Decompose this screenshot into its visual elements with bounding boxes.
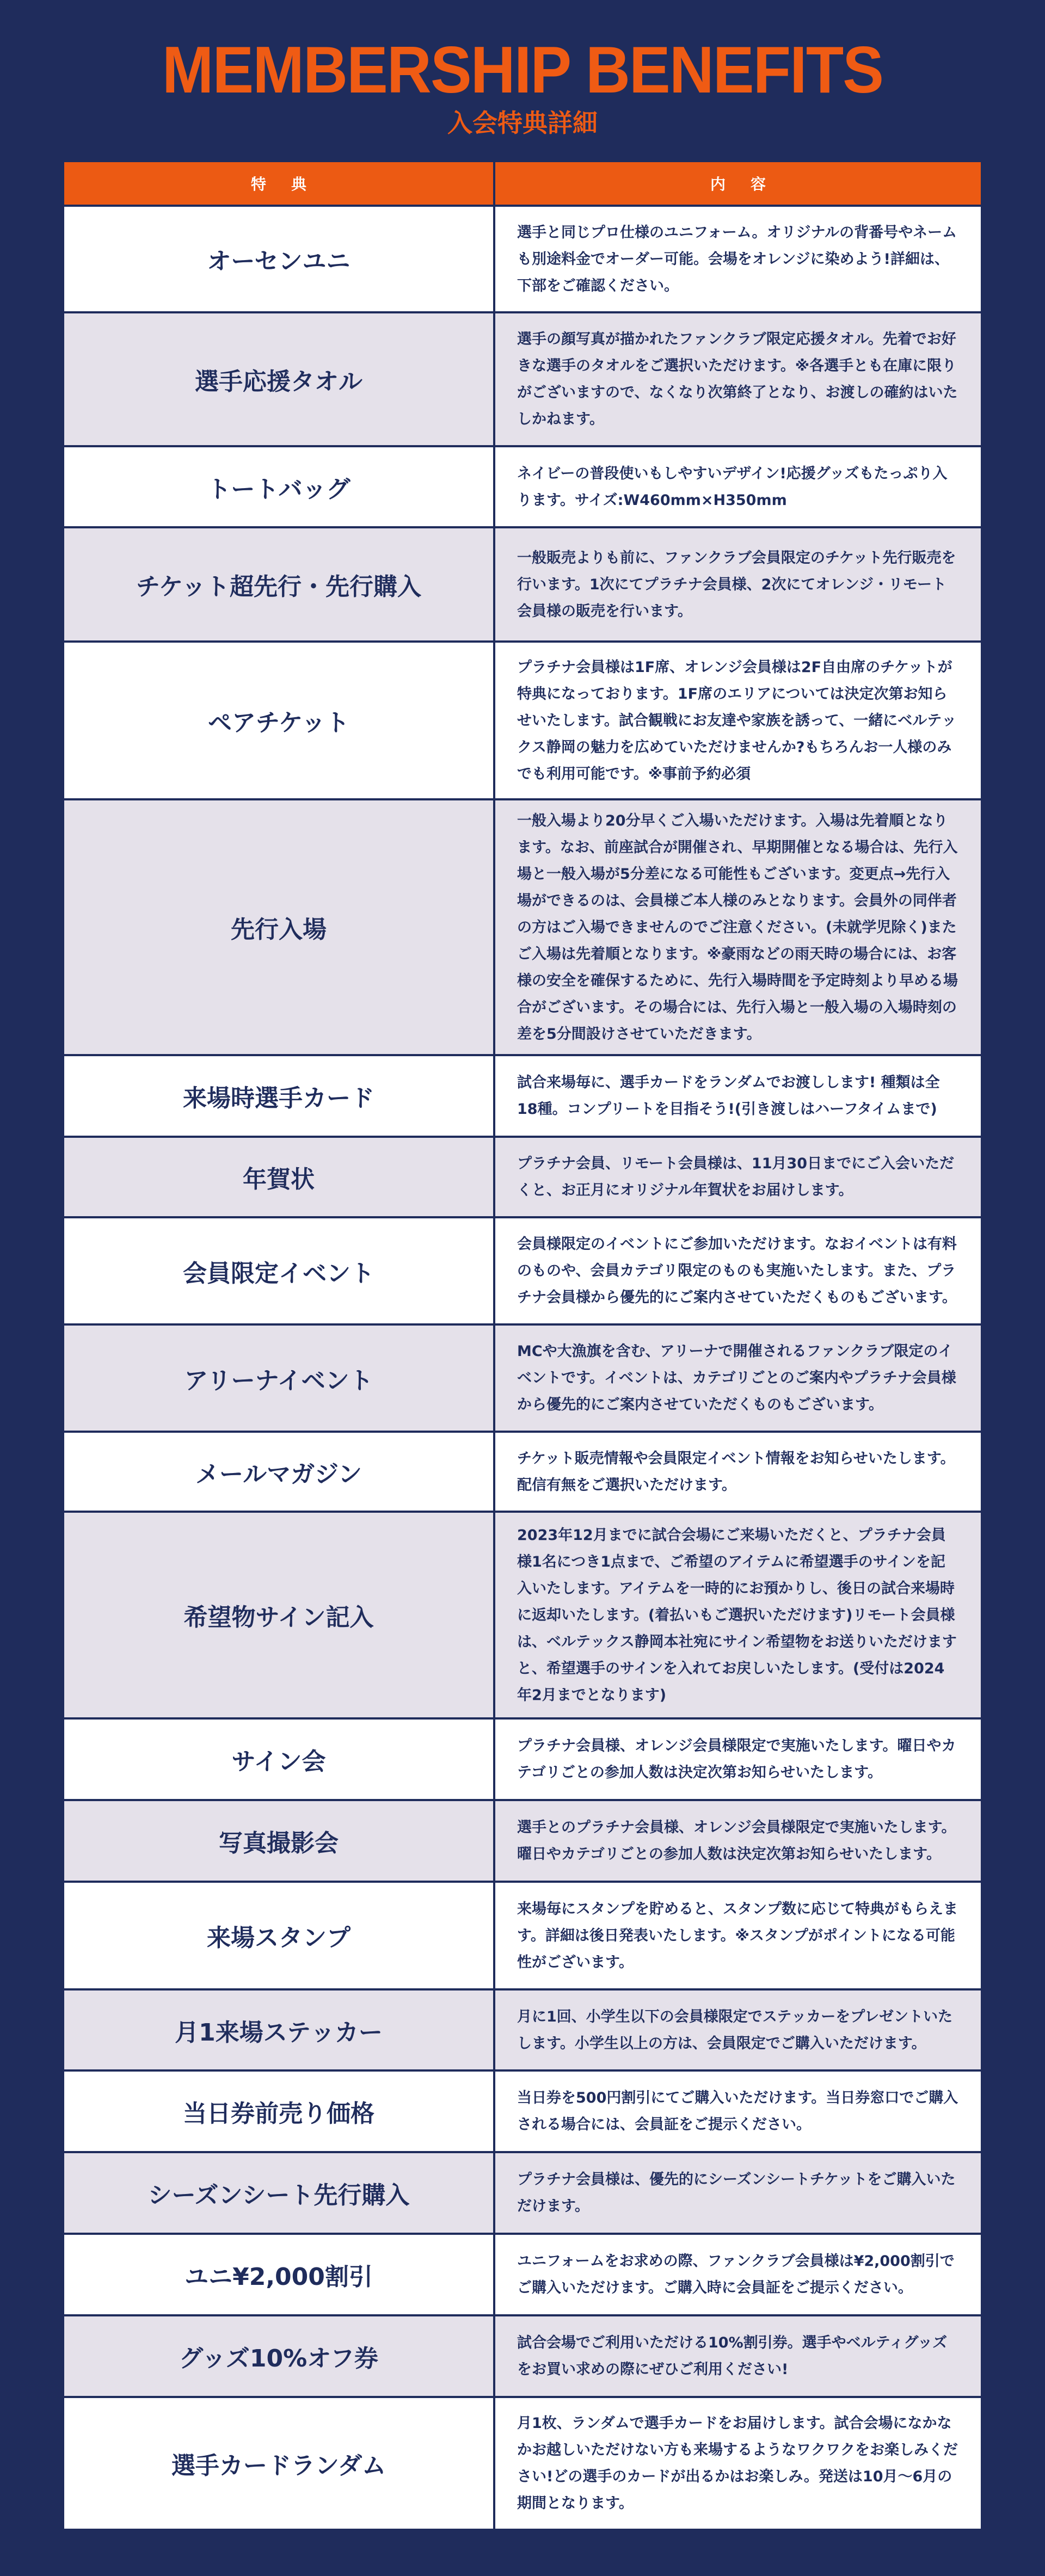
table-row xyxy=(64,1511,981,1717)
table-row xyxy=(64,1988,981,2069)
benefit-description: 選手とのプラチナ会員様、オレンジ会員様限定で実施いたします。曜日やカテゴリごとの参加人数は決定次第お知らせいたします。 xyxy=(517,1819,956,1863)
benefit-name: 会員限定イベント xyxy=(64,1218,495,1323)
benefit-name: 選手応援タオル xyxy=(64,313,495,445)
benefit-description: ユニフォームをお求めの際、ファンクラブ会員様は¥2,000割引でご購入いただけます。ご購入時に会員証をご提示ください。 xyxy=(517,2253,955,2296)
benefit-name: メールマガジン xyxy=(64,1433,495,1511)
benefit-description: プラチナ会員、リモート会員様は、11月30日までにご入会いただくと、お正月にオリジナル年賀状をお届けします。 xyxy=(517,1155,955,1199)
table-row xyxy=(64,1216,981,1323)
benefit-name: 写真撮影会 xyxy=(64,1801,495,1881)
benefit-name: シーズンシート先行購入 xyxy=(64,2153,495,2233)
table-row xyxy=(64,2151,981,2233)
benefit-name: オーセンユニ xyxy=(64,207,495,311)
table-row xyxy=(64,798,981,1054)
table-row xyxy=(64,311,981,445)
table-row xyxy=(64,640,981,798)
benefit-name: 月1来場ステッカー xyxy=(64,1990,495,2069)
benefit-description: 試合来場毎に、選手カードをランダムでお渡しします! 種類は全18種。コンプリートを目指そう!(引き渡しはハーフタイムまで) xyxy=(517,1074,940,1118)
benefit-description: プラチナ会員様、オレンジ会員様限定で実施いたします。曜日やカテゴリごとの参加人数は決定次第お知らせいたします。 xyxy=(517,1737,956,1781)
table-row xyxy=(64,445,981,526)
benefit-name: グッズ10%オフ券 xyxy=(64,2316,495,2396)
table-row xyxy=(64,1323,981,1431)
benefit-name: 希望物サイン記入 xyxy=(64,1513,495,1717)
page-header xyxy=(0,0,1045,163)
benefit-description: プラチナ会員様は1F席、オレンジ会員様は2F自由席のチケットが特典になっております。1F席のエリアについては決定次第お知らせいたします。試合観戦にお友達や家族を誘って、一緒にベルテックス静岡の魅力を広めていただけませんか?もちろんお一人様のみでも利用可能です。※事前予約必須 xyxy=(517,658,957,782)
benefit-name: 来場時選手カード xyxy=(64,1056,495,1136)
column-header-content: 内容 xyxy=(710,175,791,193)
table-row xyxy=(64,2069,981,2151)
table-row xyxy=(64,2396,981,2529)
benefit-description: 選手と同じプロ仕様のユニフォーム。オリジナルの背番号やネームも別途料金でオーダー可能。会場をオレンジに染めよう!詳細は、下部をご確認ください。 xyxy=(517,224,957,294)
table-row xyxy=(64,526,981,640)
page-subtitle: 入会特典詳細 xyxy=(447,108,598,138)
benefit-name: 来場スタンプ xyxy=(64,1883,495,1988)
table-row xyxy=(64,1881,981,1988)
benefit-name: 選手カードランダム xyxy=(64,2398,495,2529)
table-row xyxy=(64,1431,981,1511)
table-row xyxy=(64,1054,981,1136)
benefit-description: MCや大漁旗を含む、アリーナで開催されるファンクラブ限定のイベントです。イベントは、カテゴリごとのご案内やプラチナ会員様から優先的にご案内させていただくものもございます。 xyxy=(517,1343,956,1413)
benefit-name: 年賀状 xyxy=(64,1138,495,1216)
benefit-name: 当日券前売り価格 xyxy=(64,2072,495,2151)
benefit-name: チケット超先行・先行購入 xyxy=(64,528,495,640)
benefit-name: ユニ¥2,000割引 xyxy=(64,2235,495,2314)
table-row xyxy=(64,1136,981,1216)
benefit-name: 先行入場 xyxy=(64,800,495,1054)
benefit-name: ペアチケット xyxy=(64,643,495,798)
benefit-description: 2023年12月までに試合会場にご来場いただくと、プラチナ会員様1名につき1点まで、ご希望のアイテムに希望選手のサインを記入いたします。アイテムを一時的にお預かりし、後日の試合来場時に返却いたします。(着払いもご選択いただけます)リモート会員様は、ベルテックス静岡本社宛にサイン希望物をお送りいただけますと、希望選手のサインを入れてお戻しいたします。(受付は2024年2月までとなります) xyxy=(517,1526,957,1704)
benefit-description: プラチナ会員様は、優先的にシーズンシートチケットをご購入いただけます。 xyxy=(517,2171,956,2215)
benefit-description: 試合会場でご利用いただける10%割引券。選手やベルティグッズをお買い求めの際にぜひご利用ください! xyxy=(517,2334,948,2378)
page-title: MEMBERSHIP BENEFITS xyxy=(162,33,883,107)
table-row xyxy=(64,1799,981,1881)
benefit-description: 一般販売よりも前に、ファンクラブ会員限定のチケット先行販売を行います。1次にてプラチナ会員様、2次にてオレンジ・リモート会員様の販売を行います。 xyxy=(517,549,956,620)
benefit-description: 月に1回、小学生以下の会員様限定でステッカーをプレゼントいたします。小学生以上の方は、会員限定でご購入いただけます。 xyxy=(517,2008,953,2052)
benefit-description: 一般入場より20分早くご入場いただけます。入場は先着順となります。なお、前座試合が開催され、早期開催となる場合は、先行入場と一般入場が5分差になる可能性もございます。変更点→先行入場ができるのは、会員様ご本人様のみとなります。会員外の同伴者の方はご入場できませんのでご注意ください。(未就学児除く)またご入場は先着順となります。※豪雨などの雨天時の場合には、お客様の安全を確保するために、先行入場時間を予定時刻より早める場合がございます。その場合には、先行入場と一般入場の入場時刻の差を5分間設けさせていただきます。 xyxy=(517,812,958,1043)
benefit-name: アリーナイベント xyxy=(64,1326,495,1431)
table-row xyxy=(64,2314,981,2396)
column-header-benefit: 特典 xyxy=(64,162,495,205)
table-row xyxy=(64,205,981,311)
benefit-name: トートバッグ xyxy=(64,447,495,526)
benefit-description: 会員様限定のイベントにご参加いただけます。なおイベントは有料のものや、会員カテゴリ限定のものも実施いたします。また、プラチナ会員様から優先的にご案内させていただくものもございます。 xyxy=(517,1236,957,1306)
benefit-description: チケット販売情報や会員限定イベント情報をお知らせいたします。配信有無をご選択いただけます。 xyxy=(517,1450,955,1494)
table-row xyxy=(64,2233,981,2314)
table-header xyxy=(64,162,981,205)
benefit-description: 月1枚、ランダムで選手カードをお届けします。試合会場になかなかお越しいただけない方も来場するようなワクワクをお楽しみください!どの選手のカードが出るかはお楽しみ。発送は10月〜6月の期間となります。 xyxy=(517,2415,958,2512)
benefits-table xyxy=(64,162,981,2529)
benefit-description: 来場毎にスタンプを貯めると、スタンプ数に応じて特典がもらえます。詳細は後日発表いたします。※スタンプがポイントになる可能性がございます。 xyxy=(517,1900,958,1971)
benefit-description: 当日券を500円割引にてご購入いただけます。当日券窓口でご購入される場合には、会員証をご提示ください。 xyxy=(517,2090,958,2133)
table-row xyxy=(64,1717,981,1799)
benefit-description: ネイビーの普段使いもしやすいデザイン!応援グッズもたっぷり入ります。サイズ:W460mm×H350mm xyxy=(517,465,948,509)
benefit-name: サイン会 xyxy=(64,1720,495,1799)
benefit-description: 選手の顔写真が描かれたファンクラブ限定応援タオル。先着でお好きな選手のタオルをご選択いただけます。※各選手とも在庫に限りがございますので、なくなり次第終了となり、お渡しの確約はいたしかねます。 xyxy=(517,331,958,428)
